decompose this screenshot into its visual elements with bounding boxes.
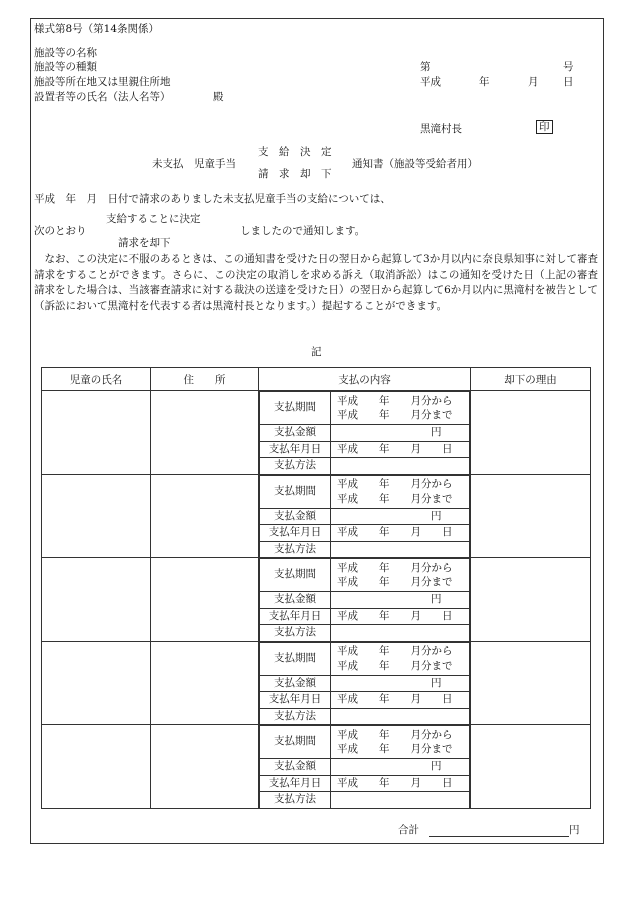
payment-content-cell — [259, 391, 471, 475]
facility-address-label: 施設等所在地又は里親住所地 — [34, 76, 171, 88]
payment-content-cell — [259, 725, 471, 809]
amount-label: 支払金額 — [260, 675, 331, 692]
period-value[interactable] — [331, 392, 470, 425]
period-from: 平成 年 月分から — [337, 645, 453, 657]
rejection-reason-cell[interactable] — [471, 641, 591, 725]
amount-row — [260, 675, 470, 692]
period-from: 平成 年 月分から — [337, 561, 453, 574]
appeal-note-text: なお、この決定に不服のあるときは、この通知書を受けた日の翌日から起算して3か月以内に奈良県知事に対して審査請求をすることができます。さらに、この決定の取消しを求める訴え（取消訴訟）はこの通知を受けた日（上記の審査請求をした場合は、当該審査請求に対する裁決の送達を受けた日）の翌日から起算して6か月以内に黒滝村を被告として（訴訟において黒滝村を代表する者は黒滝村長となります。）提起することができます。 — [34, 253, 598, 312]
method-value[interactable] — [331, 541, 470, 557]
payment-content-cell — [259, 641, 471, 725]
date-value[interactable]: 平成 年 月 日 — [331, 608, 470, 625]
period-from: 平成 年 月分から — [337, 478, 453, 490]
total-row — [398, 822, 580, 837]
method-row — [260, 792, 470, 808]
body-line-1: 平成 年 月 日付で請求のありました未支払児童手当の支給については、 — [34, 193, 391, 205]
period-value[interactable] — [331, 475, 470, 508]
title-prefix: 未支払 児童手当 — [152, 158, 236, 170]
child-name-cell[interactable] — [42, 558, 151, 642]
honorific: 殿 — [213, 91, 224, 103]
amount-value[interactable]: 円 — [331, 759, 470, 776]
period-row — [260, 392, 470, 425]
date-month: 月 — [528, 76, 539, 88]
amount-label: 支払金額 — [260, 759, 331, 776]
period-to: 平成 年 月分まで — [337, 576, 453, 588]
period-to: 平成 年 月分まで — [337, 743, 453, 755]
period-row — [260, 642, 470, 675]
table-row — [42, 474, 591, 558]
payment-detail — [259, 558, 470, 641]
date-row — [260, 441, 470, 458]
mayor-title: 黒滝村長 — [420, 123, 462, 135]
amount-value[interactable]: 円 — [331, 675, 470, 692]
table-header-row — [42, 368, 591, 391]
doc-number-prefix: 第 — [420, 61, 431, 73]
method-label: 支払方法 — [260, 708, 331, 724]
header-address: 住 所 — [151, 368, 259, 391]
method-row — [260, 708, 470, 724]
date-row — [260, 775, 470, 792]
period-from: 平成 年 月分から — [337, 728, 453, 741]
date-label: 支払年月日 — [260, 441, 331, 458]
amount-value[interactable]: 円 — [331, 425, 470, 442]
method-label: 支払方法 — [260, 792, 331, 808]
method-value[interactable] — [331, 708, 470, 724]
child-name-cell[interactable] — [42, 641, 151, 725]
total-unit: 円 — [569, 824, 580, 836]
amount-row — [260, 759, 470, 776]
period-to: 平成 年 月分まで — [337, 659, 453, 672]
form-number: 様式第8号（第14条関係） — [34, 23, 160, 35]
address-cell[interactable] — [151, 558, 259, 642]
date-value[interactable]: 平成 年 月 日 — [331, 525, 470, 542]
amount-row — [260, 592, 470, 609]
body-option-grant: 支給することに決定 — [106, 213, 201, 225]
amount-value[interactable]: 円 — [331, 592, 470, 609]
method-value[interactable] — [331, 625, 470, 641]
period-label: 支払期間 — [260, 642, 331, 675]
payment-detail — [259, 475, 470, 558]
address-cell[interactable] — [151, 391, 259, 475]
period-value[interactable] — [331, 726, 470, 759]
table-row — [42, 391, 591, 475]
payment-content-cell — [259, 474, 471, 558]
table-row — [42, 558, 591, 642]
date-label: 支払年月日 — [260, 525, 331, 542]
period-row — [260, 726, 470, 759]
title-suffix: 通知書（施設等受給者用） — [352, 158, 478, 170]
date-label: 支払年月日 — [260, 692, 331, 709]
date-year: 年 — [479, 76, 490, 88]
date-value[interactable]: 平成 年 月 日 — [331, 692, 470, 709]
payment-detail — [259, 391, 470, 474]
facility-type-label: 施設等の種類 — [34, 61, 97, 73]
date-day: 日 — [563, 76, 574, 88]
body-option-reject: 請求を却下 — [118, 237, 171, 249]
rejection-reason-cell[interactable] — [471, 391, 591, 475]
date-label: 支払年月日 — [260, 608, 331, 625]
method-row — [260, 458, 470, 474]
period-label: 支払期間 — [260, 475, 331, 508]
period-row — [260, 475, 470, 508]
period-row — [260, 559, 470, 592]
date-row — [260, 692, 470, 709]
period-value[interactable] — [331, 642, 470, 675]
header-payment-content: 支払の内容 — [259, 368, 471, 391]
header-rejection-reason: 却下の理由 — [471, 368, 591, 391]
date-row — [260, 608, 470, 625]
payment-table — [41, 367, 591, 809]
total-label: 合計 — [398, 824, 419, 836]
address-cell[interactable] — [151, 725, 259, 809]
child-name-cell[interactable] — [42, 725, 151, 809]
method-value[interactable] — [331, 792, 470, 808]
date-row — [260, 525, 470, 542]
period-to: 平成 年 月分まで — [337, 409, 453, 421]
address-cell[interactable] — [151, 641, 259, 725]
period-label: 支払期間 — [260, 392, 331, 425]
doc-number-suffix: 号 — [563, 61, 574, 73]
date-label: 支払年月日 — [260, 775, 331, 792]
period-to: 平成 年 月分まで — [337, 492, 453, 505]
seal-stamp: 印 — [536, 120, 553, 134]
ki-heading: 記 — [311, 346, 322, 358]
amount-row — [260, 508, 470, 525]
period-from: 平成 年 月分から — [337, 394, 453, 407]
amount-value[interactable]: 円 — [331, 508, 470, 525]
method-label: 支払方法 — [260, 458, 331, 474]
rejection-reason-cell[interactable] — [471, 725, 591, 809]
body-line-2-right: しましたので通知します。 — [240, 225, 366, 237]
method-label: 支払方法 — [260, 541, 331, 557]
title-option-reject: 請 求 却 下 — [258, 168, 332, 180]
table-row — [42, 641, 591, 725]
body-line-2-left: 次のとおり — [34, 225, 87, 237]
amount-label: 支払金額 — [260, 508, 331, 525]
total-amount-field[interactable] — [429, 824, 569, 837]
date-value[interactable]: 平成 年 月 日 — [331, 775, 470, 792]
child-name-cell[interactable] — [42, 474, 151, 558]
date-value[interactable]: 平成 年 月 日 — [331, 441, 470, 458]
period-label: 支払期間 — [260, 559, 331, 592]
title-option-grant: 支 給 決 定 — [258, 146, 332, 158]
method-row — [260, 541, 470, 557]
founder-label: 設置者等の氏名（法人名等） — [34, 91, 171, 103]
amount-row — [260, 425, 470, 442]
facility-name-label: 施設等の名称 — [34, 47, 97, 59]
rejection-reason-cell[interactable] — [471, 474, 591, 558]
rejection-reason-cell[interactable] — [471, 558, 591, 642]
payment-detail — [259, 725, 470, 808]
method-value[interactable] — [331, 458, 470, 474]
payment-content-cell — [259, 558, 471, 642]
method-label: 支払方法 — [260, 625, 331, 641]
payment-detail — [259, 642, 470, 725]
header-child-name: 児童の氏名 — [42, 368, 151, 391]
table-row — [42, 725, 591, 809]
date-era: 平成 — [420, 76, 441, 88]
period-label: 支払期間 — [260, 726, 331, 759]
appeal-note — [34, 252, 598, 314]
child-name-cell[interactable] — [42, 391, 151, 475]
seal-mark — [536, 120, 553, 134]
amount-label: 支払金額 — [260, 425, 331, 442]
method-row — [260, 625, 470, 641]
amount-label: 支払金額 — [260, 592, 331, 609]
period-value[interactable] — [331, 559, 470, 592]
address-cell[interactable] — [151, 474, 259, 558]
